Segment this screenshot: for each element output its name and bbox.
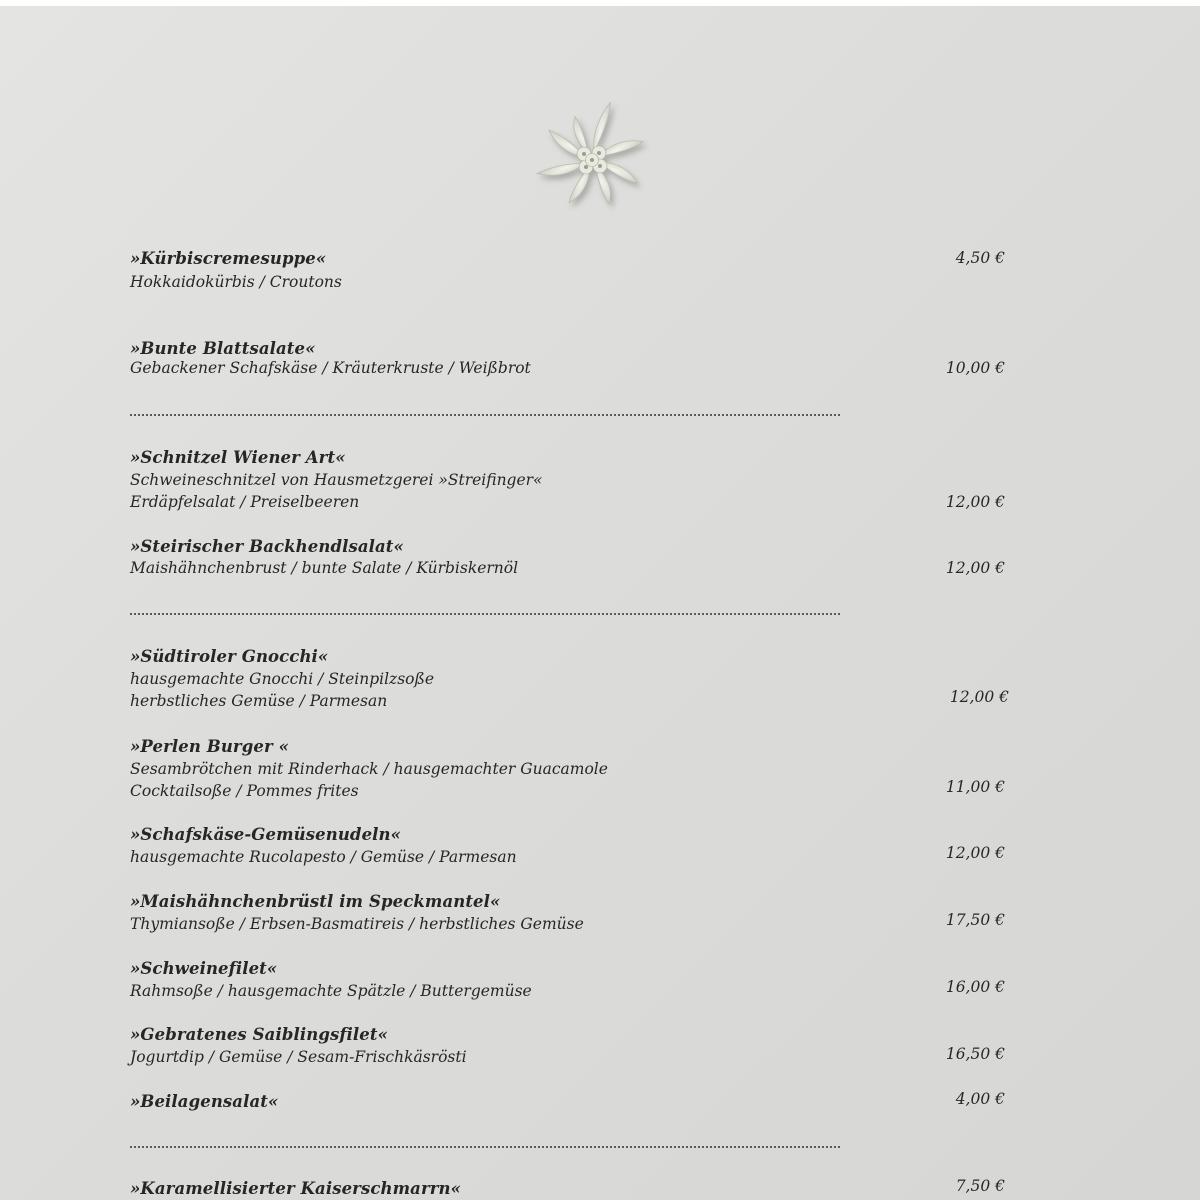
- dish-description: Rahmsoße / hausgemachte Spätzle / Buttergemüse: [130, 982, 532, 1000]
- dish-price: 7,50 €: [955, 1177, 1005, 1195]
- dish-price: 4,50 €: [955, 249, 1005, 267]
- dish-name: »Schnitzel Wiener Art«: [130, 448, 346, 467]
- dish-description: Cocktailsoße / Pommes frites: [130, 782, 359, 800]
- dish-name: »Schweinefilet«: [130, 959, 278, 978]
- dish-description: hausgemachte Gnocchi / Steinpilzsoße: [130, 670, 435, 688]
- dish-description: Erdäpfelsalat / Preiselbeeren: [130, 493, 360, 511]
- dish-price: 12,00 €: [945, 559, 1005, 577]
- dish-price: 16,50 €: [945, 1045, 1005, 1063]
- dish-description: Maishähnchenbrust / bunte Salate / Kürbiskernöl: [130, 559, 519, 577]
- dish-description: Gebackener Schafskäse / Kräuterkruste / Weißbrot: [130, 359, 531, 377]
- dish-name: »Kürbiscremesuppe«: [130, 249, 327, 268]
- menu-page: [0, 6, 1200, 1200]
- dish-price: 12,00 €: [945, 493, 1005, 511]
- dish-description: hausgemachte Rucolapesto / Gemüse / Parmesan: [130, 848, 517, 866]
- dish-name: »Gebratenes Saiblingsfilet«: [130, 1025, 389, 1044]
- dish-description: Hokkaidokürbis / Croutons: [130, 273, 342, 291]
- dish-name: »Karamellisierter Kaiserschmarrn«: [130, 1179, 462, 1198]
- dish-description: Schweineschnitzel von Hausmetzgerei »Streifinger«: [130, 471, 543, 489]
- dish-name: »Schafskäse-Gemüsenudeln«: [130, 825, 402, 844]
- dish-description: herbstliches Gemüse / Parmesan: [130, 692, 388, 710]
- dish-name: »Beilagensalat«: [130, 1092, 279, 1111]
- dish-price: 17,50 €: [945, 911, 1005, 929]
- dish-price: 16,00 €: [945, 978, 1005, 996]
- dish-name: »Südtiroler Gnocchi«: [130, 647, 329, 666]
- dish-price: 12,00 €: [949, 688, 1009, 706]
- dotted-divider: [130, 1146, 840, 1148]
- dish-description: Thymiansoße / Erbsen-Basmatireis / herbstliches Gemüse: [130, 915, 584, 933]
- dish-name: »Maishähnchenbrüstl im Speckmantel«: [130, 892, 501, 911]
- dish-name: »Steirischer Backhendlsalat«: [130, 537, 404, 556]
- edelweiss-flower-icon: [522, 94, 664, 224]
- dish-price: 10,00 €: [945, 359, 1005, 377]
- dish-name: »Bunte Blattsalate«: [130, 339, 316, 358]
- dotted-divider: [130, 414, 840, 416]
- dish-price: 12,00 €: [945, 844, 1005, 862]
- dish-price: 11,00 €: [945, 778, 1005, 796]
- dish-name: »Perlen Burger «: [130, 737, 289, 756]
- dish-description: Sesambrötchen mit Rinderhack / hausgemachter Guacamole: [130, 760, 608, 778]
- dish-price: 4,00 €: [955, 1090, 1005, 1108]
- dish-description: Jogurtdip / Gemüse / Sesam-Frischkäsrösti: [130, 1048, 467, 1066]
- dotted-divider: [130, 613, 840, 615]
